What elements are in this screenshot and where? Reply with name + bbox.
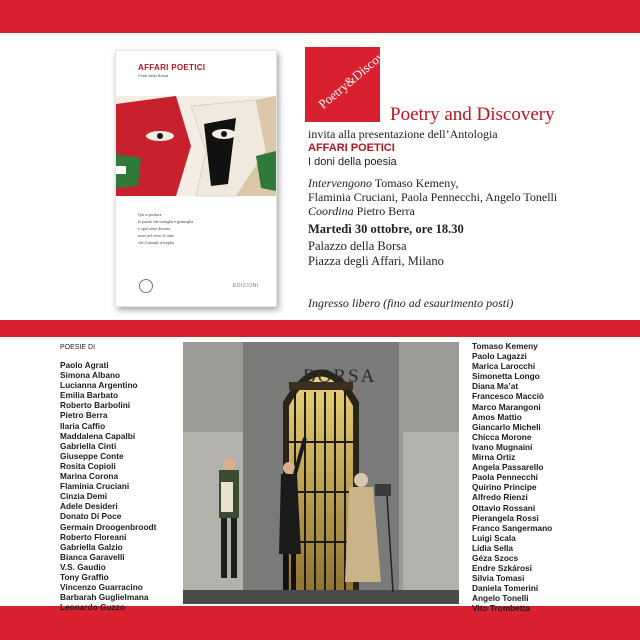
poet-name: Roberto Barbolini <box>60 400 131 411</box>
cover-artwork <box>116 96 276 196</box>
poet-name: Roberto Floreani <box>60 531 127 542</box>
speaker-first: Tomaso Kemeny, <box>374 176 459 190</box>
poet-name: Daniela Tomerini <box>472 583 539 594</box>
event-photo <box>183 342 459 604</box>
poet-name: Flaminia Cruciani <box>60 481 130 492</box>
poet-name: Barbarah Guglielmana <box>60 592 149 603</box>
venue-line-2: Piazza degli Affari, Milano <box>308 254 444 268</box>
poet-name: Franco Sangermano <box>472 522 553 533</box>
entrance-note: Ingresso libero (fino ad esaurimento posti) <box>308 296 514 310</box>
poet-name: Giuseppe Conte <box>60 450 124 461</box>
cover-subtitle: Poeti della Borsa <box>138 73 169 78</box>
middle-red-band <box>0 320 640 337</box>
poet-name: Endre Szkárosi <box>472 563 532 574</box>
speakers-others: Flaminia Cruciani, Paola Pennecchi, Angelo Tonelli <box>308 190 558 204</box>
poet-name: Ottavio Rossani <box>472 502 536 513</box>
poet-name: Pietro Berra <box>60 410 108 421</box>
poet-name: Mirna Ortiz <box>472 452 516 463</box>
poet-name: V.S. Gaudio <box>60 561 106 572</box>
cover-publisher: EDIZIONI <box>233 283 259 289</box>
event-date: Martedì 30 ottobre, ore 18.30 <box>308 222 464 236</box>
poet-name: Marina Corona <box>60 471 119 482</box>
poet-name: Angela Passarello <box>472 462 544 473</box>
poet-name: Paolo Lagazzi <box>472 351 527 362</box>
poet-name: Marco Marangoni <box>472 401 541 412</box>
speakers-block <box>308 176 633 218</box>
poet-name: Francesco Macciò <box>472 391 544 402</box>
venue-line-1: Palazzo della Borsa <box>308 239 407 253</box>
cover-poem-line: Qui si produce <box>138 212 162 217</box>
poet-name: Maddalena Capalbi <box>60 430 136 441</box>
poet-name: Alfredo Rienzi <box>472 492 528 503</box>
poet-name: Amos Mattio <box>472 411 522 422</box>
poet-name: Adele Desideri <box>60 501 118 512</box>
cover-poem-line: che il mondo risveglia <box>138 240 174 245</box>
poet-name: Silvia Tomasi <box>472 573 525 584</box>
speakers-label: Intervengono <box>308 176 372 190</box>
poet-name: Diana Ma’at <box>472 381 519 392</box>
poet-name: Paolo Agrati <box>60 360 109 370</box>
poets-list-right <box>472 341 592 614</box>
event-invite: invita alla presentazione dell’Antologia <box>308 127 498 141</box>
poets-list-left <box>60 360 180 612</box>
cover-poem-line: e ogni seme diventa <box>138 226 170 231</box>
poet-name: Simonetta Longo <box>472 371 540 382</box>
poet-name: Rosita Copioli <box>60 460 116 471</box>
top-red-band <box>0 0 640 33</box>
poet-name: Luigi Scala <box>472 532 516 543</box>
coordinator-name: Pietro Berra <box>356 204 415 218</box>
event-title: Poetry and Discovery <box>390 104 555 125</box>
poet-name: Bianca Garavelli <box>60 551 125 562</box>
poet-name: Paola Pennecchi <box>472 472 538 483</box>
poet-name: Ilaria Caffio <box>60 420 106 431</box>
poet-name: Giancarlo Micheli <box>472 421 541 432</box>
cover-poem-line: mare nel verso di tutte <box>138 233 174 238</box>
poet-name: Quirino Principe <box>472 482 537 493</box>
poet-name: Vincenzo Guarracino <box>60 582 143 593</box>
speakers-line <box>308 176 633 190</box>
poet-name: Donato Di Poce <box>60 511 122 522</box>
poets-heading: POESIE DI <box>60 344 96 351</box>
poet-name: Tomaso Kemeny <box>472 341 538 351</box>
borsa-sign: BORSA <box>303 366 377 387</box>
poet-name: Cinzia Demi <box>60 491 108 502</box>
book-cover <box>115 50 277 307</box>
cover-title: AFFARI POETICI <box>138 63 206 72</box>
book-name: AFFARI POETICI <box>308 142 395 154</box>
poet-name: Ivano Mugnaini <box>472 441 533 452</box>
poet-name: Marica Larocchi <box>472 361 536 372</box>
poetry-discovery-logo <box>305 37 400 122</box>
poet-name: Pierangela Rossi <box>472 512 539 523</box>
poet-name: Lidia Sella <box>472 542 514 553</box>
poet-name: Lucianna Argentino <box>60 380 138 391</box>
publisher-logo-icon <box>139 279 153 293</box>
poet-name: Gabriella Cinti <box>60 440 117 451</box>
coordinator-label: Coordina <box>308 204 354 218</box>
poet-name: Tony Graffio <box>60 571 109 582</box>
poet-name: Emilia Barbato <box>60 390 119 401</box>
poet-name: Géza Szocs <box>472 552 519 563</box>
poet-name: Angelo Tonelli <box>472 593 529 604</box>
cover-poem-line: la parola che somiglia e germoglia <box>138 219 194 224</box>
cover-poem <box>138 211 248 246</box>
poet-name: Gabriella Galzio <box>60 541 123 552</box>
poet-name: Simona Albano <box>60 370 121 381</box>
coordinator-line <box>308 204 633 218</box>
poet-name: Vito Trombetta <box>472 603 530 614</box>
poet-name: Germain Droogenbroodt <box>60 521 157 532</box>
poet-name: Chicca Morone <box>472 431 532 442</box>
book-subtitle: I doni della poesia <box>308 156 397 168</box>
poet-name: Leonardo Guzzo <box>60 602 125 613</box>
logo-text: Poetry&Discovery <box>315 37 400 112</box>
